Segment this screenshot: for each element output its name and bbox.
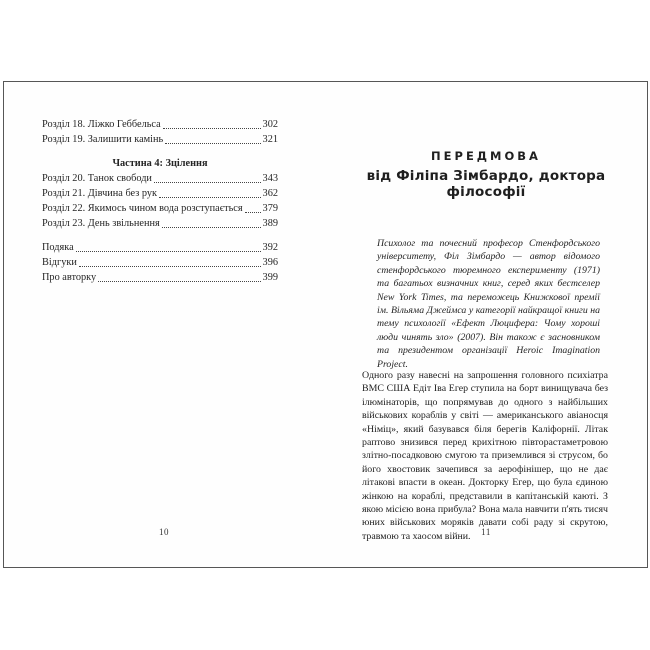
toc-entry-label: Про авторку xyxy=(42,272,97,283)
toc-spacer xyxy=(42,231,278,240)
toc-entry xyxy=(42,117,278,132)
page-number-left: 10 xyxy=(159,527,169,537)
toc-spacer xyxy=(42,147,278,156)
toc-entry-page: 302 xyxy=(262,119,278,130)
dotted-leader xyxy=(162,227,261,228)
toc-entry-label: Розділ 23. День звільнення xyxy=(42,218,160,229)
toc-entry-page: 321 xyxy=(262,134,278,145)
dotted-leader xyxy=(165,143,260,144)
toc-entry xyxy=(42,270,278,285)
toc-entry-label: Розділ 22. Якимось чином вода розступається xyxy=(42,203,243,214)
dotted-leader xyxy=(245,212,261,213)
toc-entry xyxy=(42,240,278,255)
preface-body-paragraph: Одного разу навесні на запрошення головного психіатра ВМС США Едіт Іва Егер ступила на борт винищувача без ілюмінаторів, що попрямував до одного з найбільших військових кораблів у світі — американського авіаносця «Німіц», який базувався біля берегів Каліфорнії. Літак раптово знизився перед крихітною півторастаметровою злітно-посадковою смугою та приземлився зі струсом, бо його хвостовик зачепився за аерофінішер, що не дає літакові впасти в океан. Докторку Егер, що була єдиною жінкою на кораблі, представили в капітанській каюті. З якою місією вона прибула? Вона мала навчити п'ять тисяч юних військових моряків давати собі раду зі скрутою, травмою та хаосом війни. xyxy=(362,370,608,542)
toc-entry xyxy=(42,171,278,186)
toc-entry xyxy=(42,201,278,216)
toc-entry-page: 392 xyxy=(262,242,278,253)
preface-subtitle: від Філіпа Зімбардо, доктора філософії xyxy=(366,168,606,200)
toc-entry-label: Розділ 21. Дівчина без рук xyxy=(42,188,158,199)
toc-entry-page: 343 xyxy=(262,173,278,184)
toc-entry xyxy=(42,186,278,201)
preface-title: ПЕРЕДМОВА xyxy=(431,149,541,163)
toc-entry-label: Подяка xyxy=(42,242,74,253)
toc-entry-label: Розділ 19. Залишити камінь xyxy=(42,134,164,145)
dotted-leader xyxy=(76,251,261,252)
toc-entry-label: Розділ 20. Танок свободи xyxy=(42,173,152,184)
toc-entry-page: 379 xyxy=(262,203,278,214)
toc-entry-label: Відгуки xyxy=(42,257,77,268)
toc-entry-page: 362 xyxy=(262,188,278,199)
dotted-leader xyxy=(98,281,260,282)
toc-entry-page: 396 xyxy=(262,257,278,268)
dotted-leader xyxy=(159,197,260,198)
dotted-leader xyxy=(79,266,261,267)
toc-entry xyxy=(42,216,278,231)
page-number-right: 11 xyxy=(481,527,491,537)
dotted-leader xyxy=(154,182,261,183)
dotted-leader xyxy=(163,128,261,129)
author-bio-paragraph: Психолог та почесний професор Стенфордського університету, Філ Зімбардо — автор відомого стенфордського тюремного експерименту (1971) та багатьох визначних книг, серед яких бестселер New York Times, та переможець Книжкової премії ім. Вільяма Джеймса у категорії найкращої книги на тему психології «Ефект Люцифера: Чому хороші люди чинять зло» (2007). Він також є засновником та президентом організації Heroic Imagination Project. xyxy=(377,238,600,370)
table-of-contents xyxy=(42,117,278,285)
toc-entry-label: Розділ 18. Ліжко Геббельса xyxy=(42,119,161,130)
toc-entry-page: 389 xyxy=(262,218,278,229)
toc-entry xyxy=(42,255,278,270)
toc-entry xyxy=(42,132,278,147)
toc-entry-page: 399 xyxy=(262,272,278,283)
toc-part-heading: Частина 4: Зцілення xyxy=(112,158,208,169)
